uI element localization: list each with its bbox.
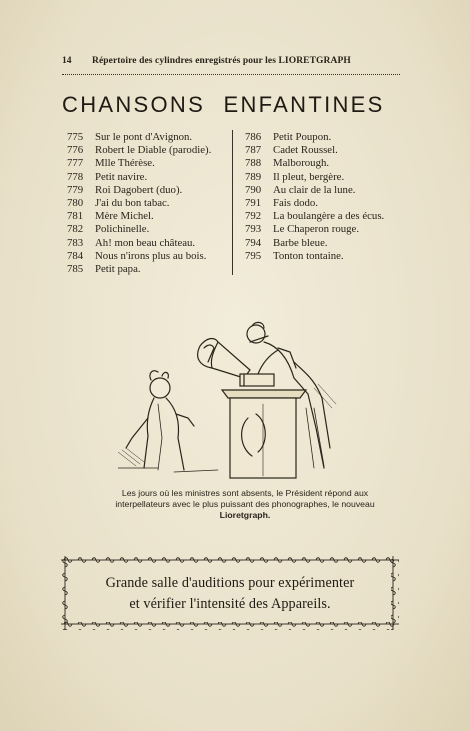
song-list-left [67,131,232,276]
list-item [245,223,405,236]
item-number: 790 [245,183,262,196]
item-number: 793 [245,223,262,236]
item-number: 787 [245,144,262,157]
item-title: Roi Dagobert (duo). [95,183,183,196]
item-title: Le Chaperon rouge. [273,223,360,236]
list-item [67,157,232,170]
list-item [245,171,405,184]
song-list-right [245,131,405,263]
item-number: 789 [245,170,262,183]
item-title: La boulangère a des écus. [273,210,385,223]
list-item [245,144,405,157]
notice-line-1: Grande salle d'auditions pour expérimenter [105,575,355,591]
item-number: 795 [245,249,262,262]
item-title: Polichinelle. [95,223,150,236]
list-item [245,210,405,223]
list-item [67,263,232,276]
list-item [67,144,232,157]
item-number: 779 [67,183,84,196]
list-item [245,197,405,210]
item-number: 794 [245,236,262,249]
item-number: 786 [245,131,262,143]
list-item [67,184,232,197]
caption-brand: Lioretgraph. [219,510,271,521]
list-item [245,184,405,197]
item-number: 783 [67,236,84,249]
section-title: CHANSONS ENFANTINES [62,92,385,117]
item-title: Fais dodo. [273,196,318,209]
item-number: 784 [67,249,84,262]
illustration-caption [100,488,390,522]
notice-box [61,556,399,630]
list-item [67,210,232,223]
list-item [245,131,405,144]
item-number: 775 [67,131,84,143]
item-number: 777 [67,157,84,170]
item-title: Mère Michel. [95,210,154,223]
item-title: Tonton tontaine. [273,249,344,262]
item-title: J'ai du bon tabac. [95,196,170,209]
list-item [245,237,405,250]
item-title: Nous n'irons plus au bois. [95,249,207,262]
caption-text: Les jours où les ministres sont absents, le Président répond aux interpellateurs avec le plus puissant des phonographes, le nouveau [115,488,375,510]
item-title: Mlle Thérèse. [95,157,155,170]
item-title: Robert le Diable (parodie). [95,144,212,157]
list-item [67,237,232,250]
item-title: Barbe bleue. [273,236,328,249]
item-number: 792 [245,210,262,223]
list-item [245,250,405,263]
item-title: Petit navire. [95,170,148,183]
item-title: Petit papa. [95,262,141,275]
item-title: Malborough. [273,157,330,170]
running-header [62,56,402,66]
list-item [67,171,232,184]
list-item [67,250,232,263]
item-title: Sur le pont d'Avignon. [95,131,193,143]
item-title: Cadet Roussel. [273,144,338,157]
item-number: 780 [67,196,84,209]
running-title: Répertoire des cylindres enregistrés pour les LIORETGRAPH [92,56,351,66]
item-number: 782 [67,223,84,236]
list-item [67,197,232,210]
item-title: Ah! mon beau château. [95,236,196,249]
item-title: Petit Poupon. [273,131,332,143]
header-rule [62,74,400,75]
phonograph-caricature-illustration [118,318,348,483]
notice-line-2: et vérifier l'intensité des Appareils. [129,595,331,612]
item-number: 791 [245,196,262,209]
item-number: 785 [67,262,84,275]
item-number: 788 [245,157,262,170]
item-number: 778 [67,170,84,183]
page-number: 14 [62,56,72,66]
item-title: Au clair de la lune. [273,183,356,196]
list-item [67,223,232,236]
illustration-drawing [118,318,348,483]
item-title: Il pleut, bergère. [273,170,345,183]
item-number: 781 [67,210,84,223]
notice-text [61,573,399,614]
item-number: 776 [67,144,84,157]
column-divider [232,130,233,275]
list-item [245,157,405,170]
list-item [67,131,232,144]
